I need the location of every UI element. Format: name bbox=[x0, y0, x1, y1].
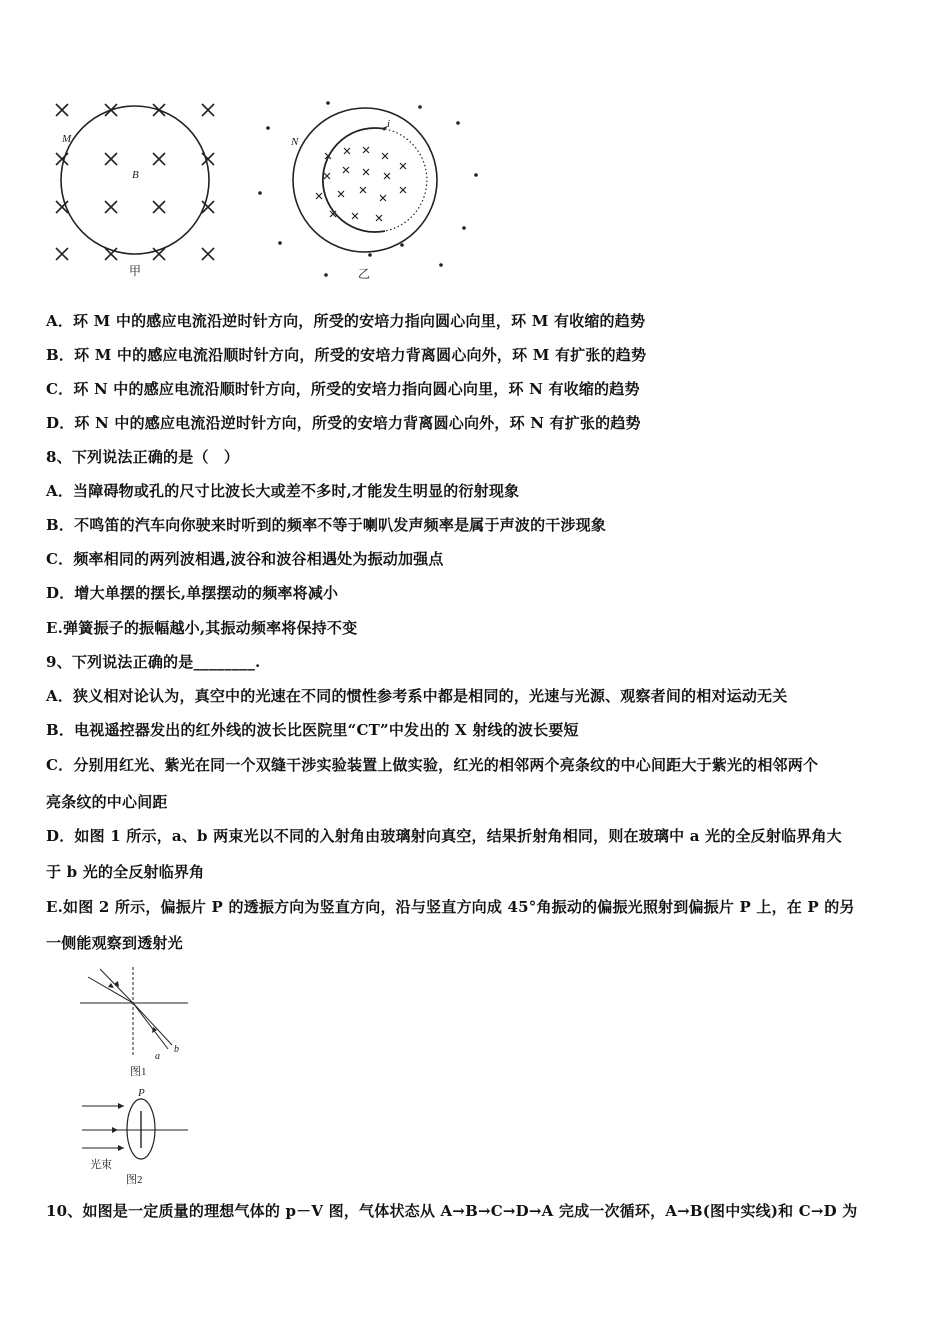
q8-option-a: A．当障碍物或孔的尺寸比波长大或差不多时,才能发生明显的衍射现象 bbox=[46, 482, 520, 500]
incident-ray-b bbox=[88, 977, 133, 1003]
refracted-rays bbox=[133, 1003, 168, 1049]
label-i: i bbox=[387, 118, 391, 130]
label-n: N bbox=[291, 136, 299, 148]
q7-option-b: B．环 M 中的感应电流沿顺时针方向，所受的安培力背离圆心向外，环 M 有扩张的趋势 bbox=[46, 346, 647, 364]
q9-option-d-line2: 于 b 光的全反射临界角 bbox=[46, 863, 205, 881]
q7-option-d: D．环 N 中的感应电流沿逆时针方向，所受的安培力背离圆心向外，环 N 有扩张的趋势 bbox=[46, 414, 641, 432]
label-b-field: B bbox=[132, 169, 139, 181]
q9-option-e-line2: 一侧能观察到透射光 bbox=[46, 934, 183, 952]
q9-option-a: A．狭义相对论认为，真空中的光速在不同的惯性参考系中都是相同的，光速与光源、观察者间的相对运动无关 bbox=[46, 687, 788, 705]
q7-option-c: C．环 N 中的感应电流沿顺时针方向，所受的安培力指向圆心向里，环 N 有收缩的趋势 bbox=[46, 380, 640, 398]
caption-jia: 甲 bbox=[129, 264, 142, 278]
inner-cross-marks bbox=[316, 147, 406, 221]
q8-option-e: E.弹簧振子的振幅越小,其振动频率将保持不变 bbox=[46, 619, 358, 637]
arrow-icon bbox=[108, 983, 114, 988]
caption-fig2: 图2 bbox=[126, 1174, 143, 1186]
q8-option-b: B．不鸣笛的汽车向你驶来时听到的频率不等于喇叭发声频率是属于声波的干涉现象 bbox=[46, 516, 607, 534]
figure-jia bbox=[56, 104, 214, 260]
q9-option-d-line1: D．如图 1 所示，a、b 两束光以不同的入射角由玻璃射向真空，结果折射角相同，则在玻璃中 a 光的全反射临界角大 bbox=[46, 827, 842, 845]
arrow-icon bbox=[118, 1103, 124, 1109]
arrow-icon bbox=[112, 1127, 118, 1133]
caption-yi: 乙 bbox=[358, 267, 371, 281]
figure-2-polarizer bbox=[78, 1082, 198, 1188]
q7-option-a: A．环 M 中的感应电流沿逆时针方向，所受的安培力指向圆心向里，环 M 有收缩的趋势 bbox=[46, 312, 646, 330]
q9-option-c-line1: C．分别用红光、紫光在同一个双缝干涉实验装置上做实验，红光的相邻两个亮条纹的中心间距大于紫光的相邻两个 bbox=[46, 756, 819, 774]
inner-field-boundary-dotted bbox=[385, 129, 427, 231]
caption-fig1: 图1 bbox=[130, 1066, 147, 1078]
label-b: b bbox=[174, 1044, 179, 1055]
arrow-icon bbox=[118, 1145, 124, 1151]
q9-option-b: B．电视遥控器发出的红外线的波长比医院里“CT”中发出的 X 射线的波长要短 bbox=[46, 721, 579, 739]
q9-option-c-line2: 亮条纹的中心间距 bbox=[46, 793, 168, 811]
label-m: M bbox=[62, 133, 72, 145]
q8-stem: 8、下列说法正确的是（ ） bbox=[46, 448, 240, 466]
q8-option-d: D．增大单摆的摆长,单摆摆动的频率将减小 bbox=[46, 584, 339, 602]
figure-1-refraction bbox=[78, 965, 193, 1080]
q9-option-e-line1: E.如图 2 所示，偏振片 P 的透振方向为竖直方向，沿与竖直方向成 45°角振动的偏振光照射到偏振片 P 上，在 P 的另 bbox=[46, 898, 855, 916]
field-cross-marks bbox=[56, 104, 214, 260]
q9-stem: 9、下列说法正确的是________. bbox=[46, 653, 261, 671]
label-p: P bbox=[138, 1087, 145, 1099]
label-a: a bbox=[155, 1051, 160, 1062]
figure-yi bbox=[258, 101, 478, 277]
label-beam: 光束 bbox=[90, 1159, 112, 1171]
refracted-rays bbox=[133, 1003, 172, 1045]
q8-option-c: C．频率相同的两列波相遇,波谷和波谷相遇处为振动加强点 bbox=[46, 550, 444, 568]
magnetic-ring-figure bbox=[40, 95, 500, 285]
q10-stem: 10、如图是一定质量的理想气体的 p－V 图，气体状态从 A→B→C→D→A 完成一次循环，A→B(图中实线)和 C→D 为 bbox=[46, 1202, 858, 1220]
incident-ray-a bbox=[100, 969, 133, 1003]
